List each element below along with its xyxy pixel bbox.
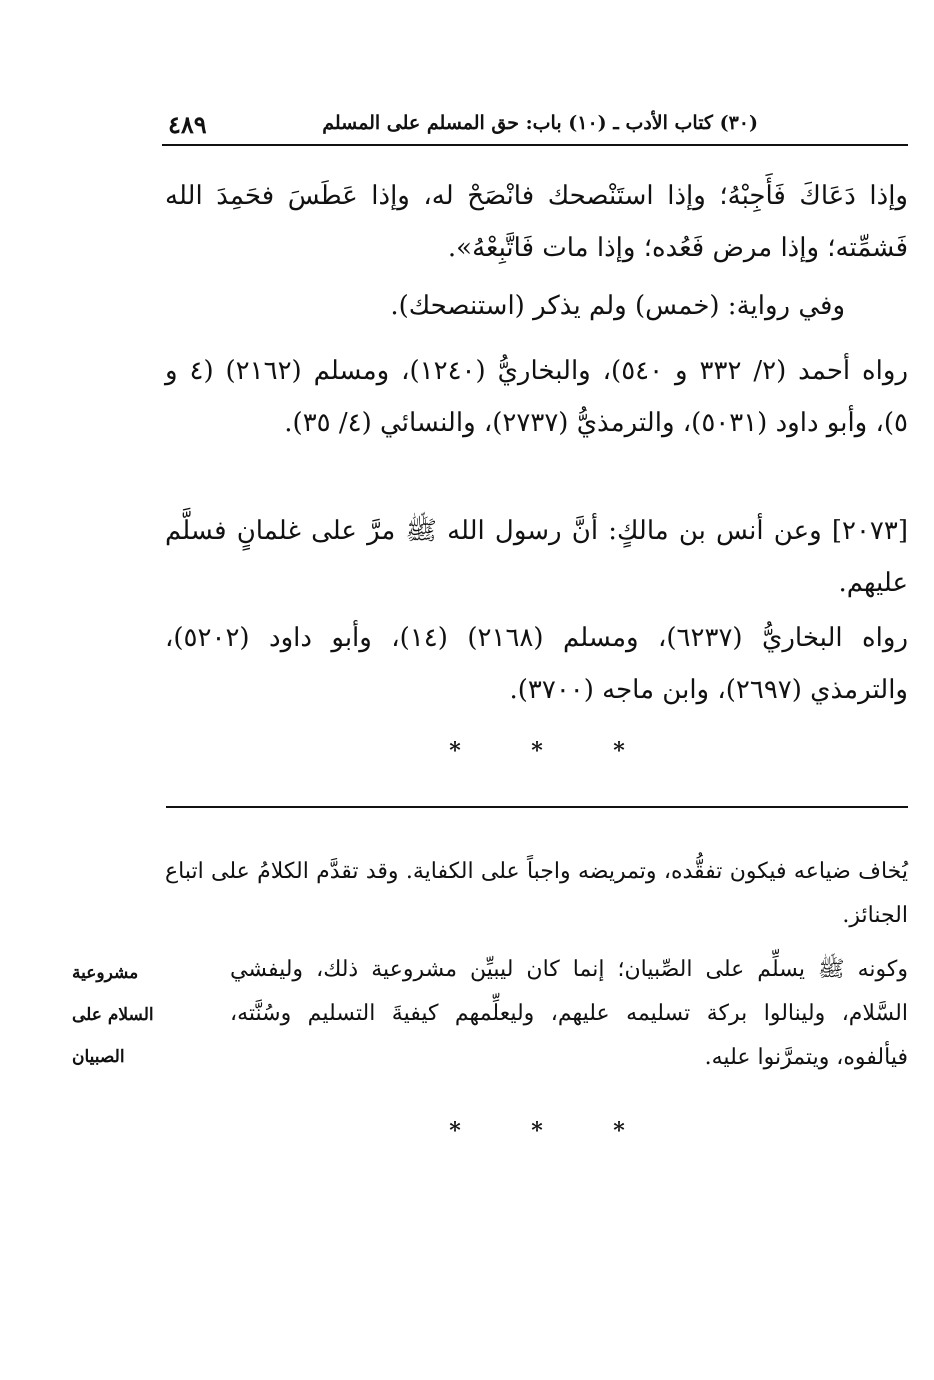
running-title: (٣٠) كتاب الأدب ـ (١٠) باب: حق المسلم على المسلم (322, 112, 758, 134)
paragraph-sources-2: رواه البخاريُّ (٦٢٣٧)، ومسلم (٢١٦٨) (١٤)، وأبو داود (٥٢٠٢)، والترمذي (٢٦٩٧)، وابن ماجه (٣٧٠٠). (165, 623, 909, 705)
paragraph-sources-1: رواه أحمد (٢/ ٣٣٢ و ٥٤٠)، والبخاريُّ (١٢٤٠)، ومسلم (٢١٦٢) (٤ و ٥)، وأبو داود (٥٠٣١)، والترمذيُّ (٢٧٣٧)، والنسائي (٤/ ٣٥). (165, 356, 908, 438)
margin-note (72, 962, 222, 1088)
separator-star: * (613, 738, 625, 764)
paragraph-variant-narration: وفي رواية: (خمس) ولم يذكر (استنصحك). (390, 291, 845, 321)
end-separator (445, 1118, 629, 1144)
margin-note-line: السلام على (72, 1005, 154, 1025)
paragraph-hadith-2073: [٢٠٧٣] وعن أنس بن مالكٍ: أنَّ رسول الله ﷺ مرَّ على غلمانٍ فسلَّم عليهم. (165, 516, 908, 598)
paragraph-hadith-end: وإذا دَعَاكَ فَأَجِبْهُ؛ وإذا استَنْصحك فانْصَحْ له، وإذا عَطَسَ فحَمِدَ الله فَشمِّته؛ وإذا مرض فَعُده؛ وإذا مات فَاتَّبِعْهُ». (165, 181, 908, 263)
commentary-paragraph-2: وكونه ﷺ يسلِّم على الصِّبيان؛ إنما كان ليبيِّن مشروعية ذلك، وليفشي السَّلام، ولينالوا بركة تسليمه عليهم، وليعلِّمهم كيفيةَ التسليم وسُنَّته، فيألفوه، ويتمرَّنوا عليه. (230, 957, 908, 1070)
page-header (162, 108, 908, 146)
margin-note-line: مشروعية (72, 963, 139, 983)
margin-note-line: الصبيان (72, 1047, 125, 1067)
separator-star: * (449, 738, 461, 764)
footnote-divider (166, 806, 908, 808)
separator-star: * (613, 1118, 625, 1144)
separator-star: * (449, 1118, 461, 1144)
separator-star: * (531, 738, 543, 764)
separator-star: * (531, 1118, 543, 1144)
section-separator (445, 738, 629, 764)
page-number: ٤٨٩ (168, 110, 207, 139)
commentary-paragraph-1: يُخاف ضياعه فيكون تفقُّده، وتمريضه واجباً على الكفاية. وقد تقدَّم الكلامُ على اتباع الجنائز. (165, 859, 908, 928)
